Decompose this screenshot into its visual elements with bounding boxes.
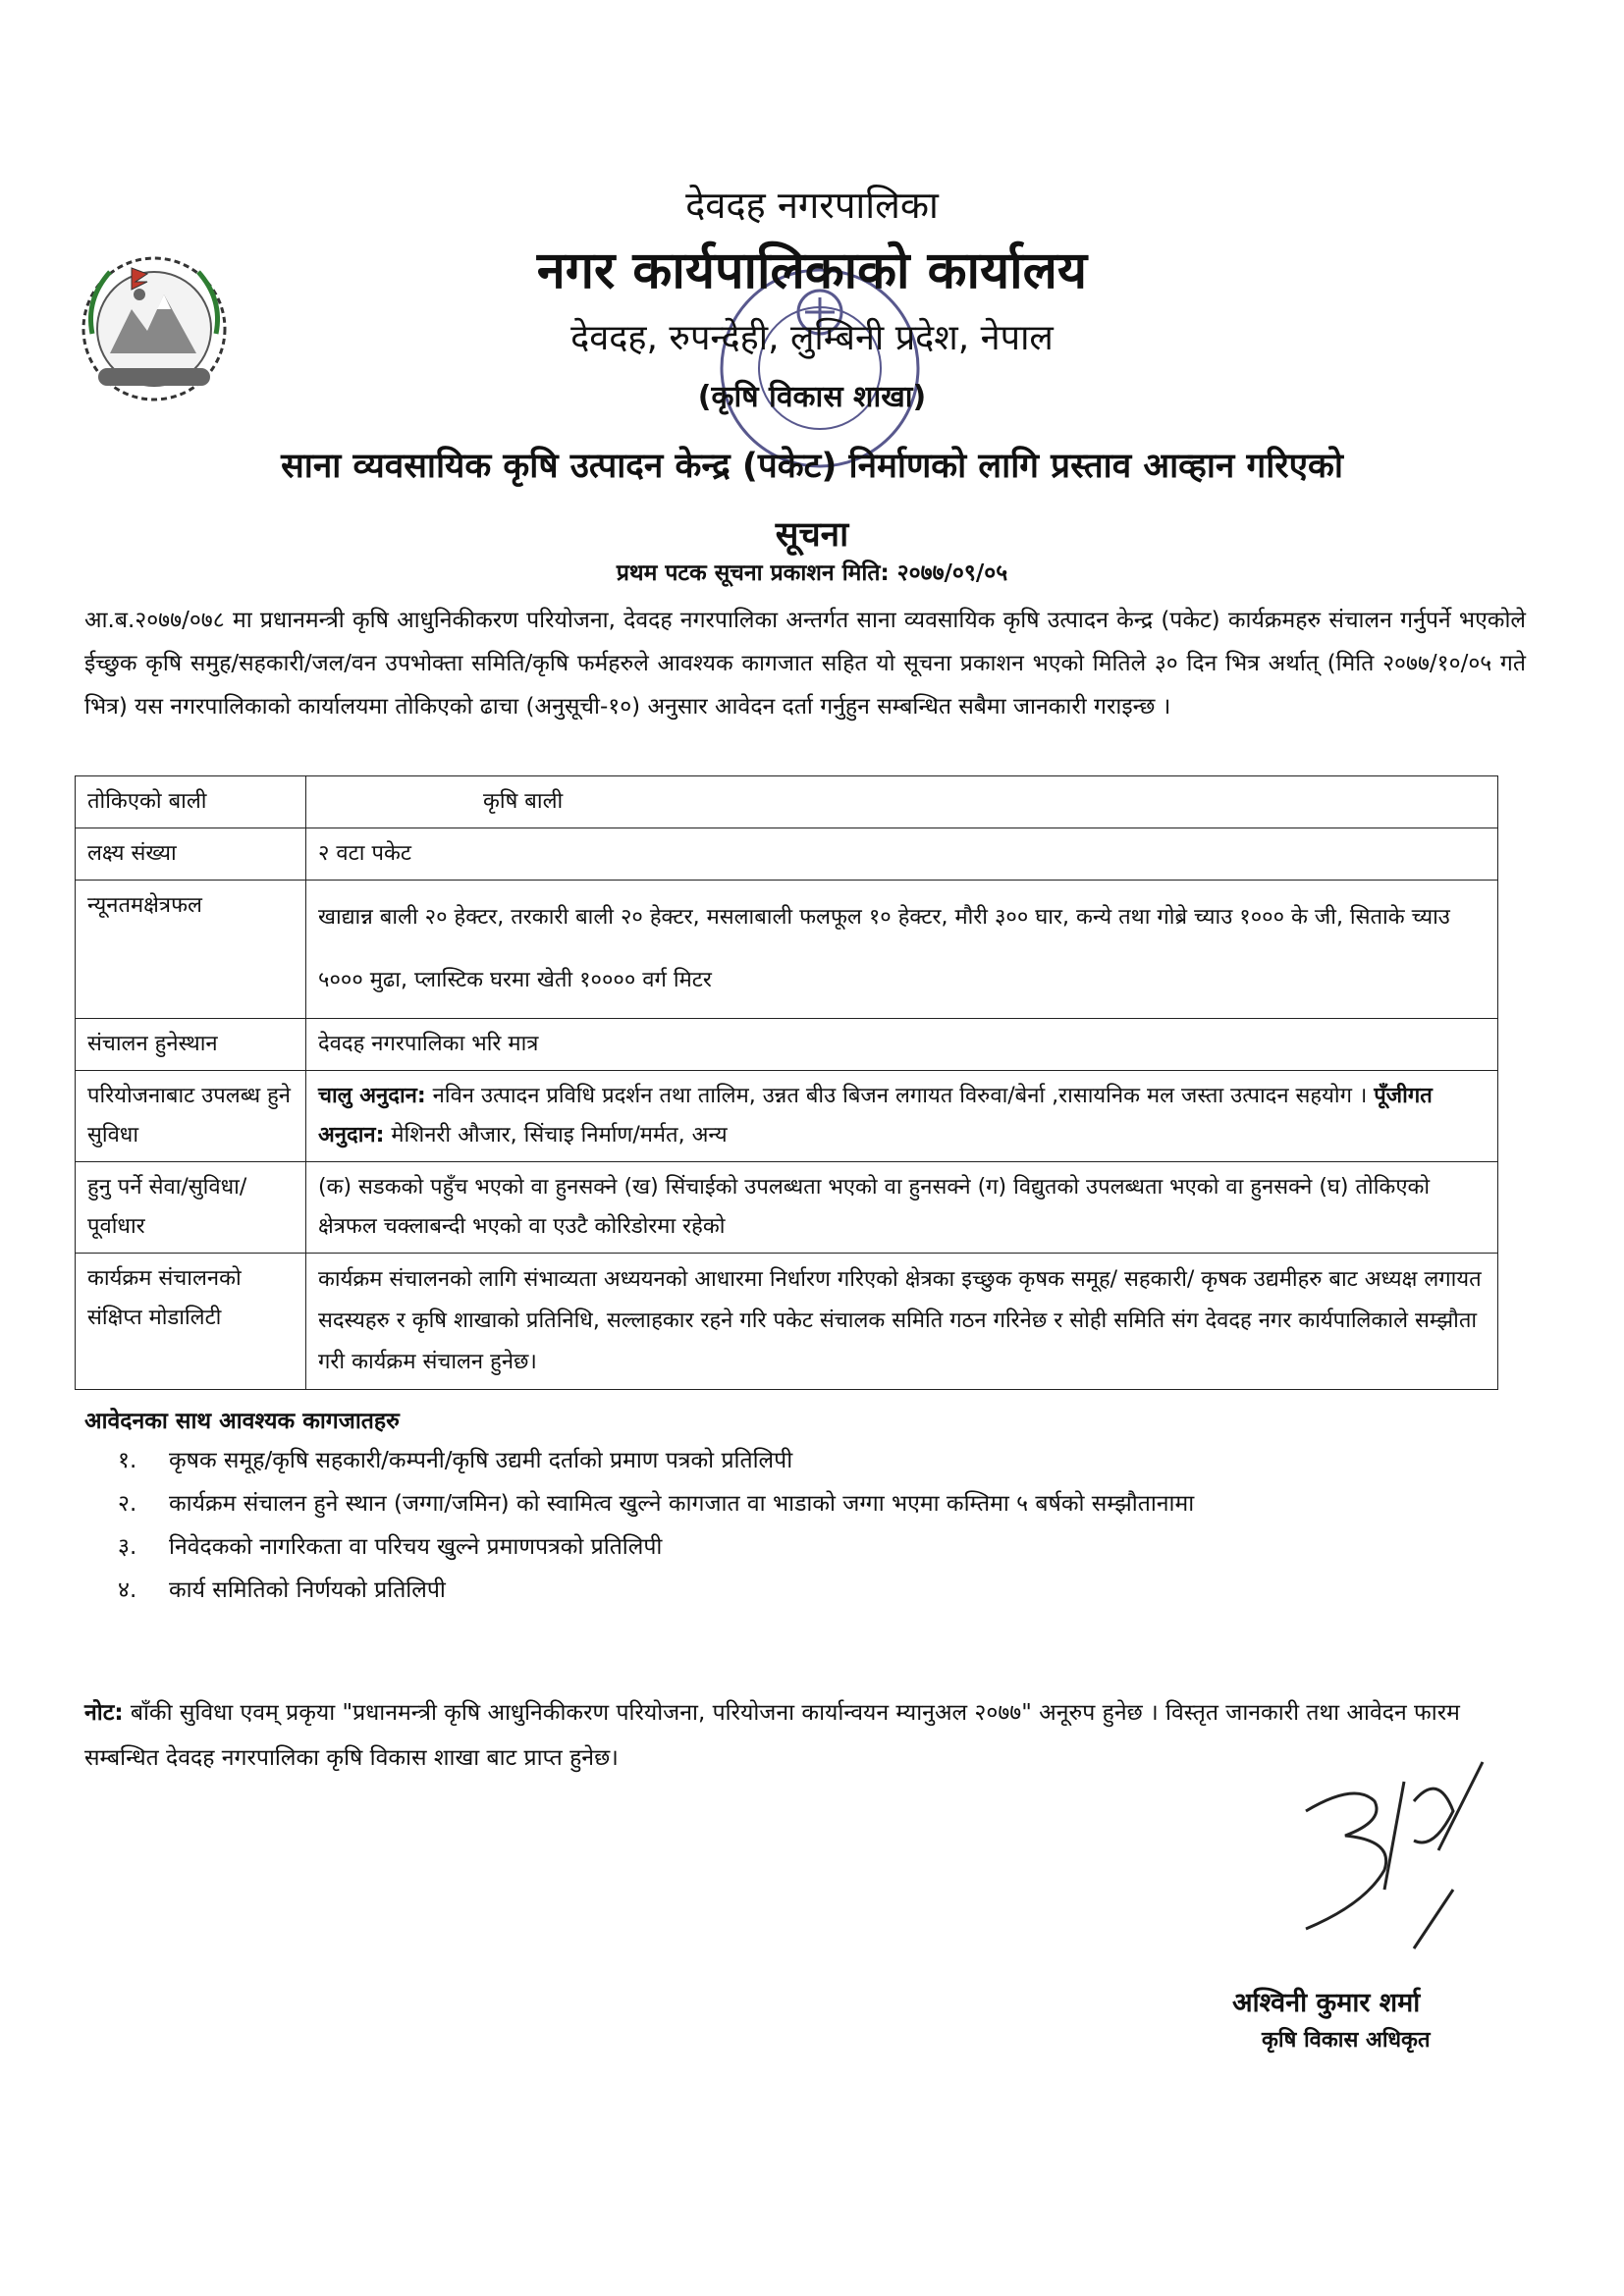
note-label: नोट: — [84, 1700, 124, 1726]
table-row — [76, 828, 1498, 881]
signer-title: कृषि विकास अधिकृत — [1262, 2028, 1431, 2053]
table-row — [76, 1019, 1498, 1071]
row-value — [306, 1071, 1498, 1162]
notice-title-line2: सूचना — [775, 515, 849, 555]
row-label: हुनु पर्ने सेवा/सुविधा/पूर्वाधार — [76, 1162, 306, 1254]
signer-name: अश्विनी कुमार शर्मा — [1232, 1988, 1421, 2018]
list-item-number: २. — [118, 1491, 137, 1517]
office-name: नगर कार्यपालिकाको कार्यालय — [536, 241, 1088, 300]
section-name: (कृषि विकास शाखा) — [697, 380, 927, 414]
required-documents-heading: आवेदनका साथ आवश्यक कागजातहरु — [84, 1409, 400, 1434]
note-text: बाँकी सुविधा एवम् प्रकृया "प्रधानमन्त्री कृषि आधुनिकीकरण परियोजना, परियोजना कार्यान्वयन म्यानुअल २०७७" अनूरुप हुनेछ । विस्तृत जानकारी तथा आवेदन फारम सम्बन्धित देवदह नगरपालिका कृषि विकास शाखा बाट प्राप्त हुनेछ। — [84, 1700, 1460, 1771]
list-item-text: कृषक समूह/कृषि सहकारी/कम्पनी/कृषि उद्यमी दर्ताको प्रमाण पत्रको प्रतिलिपी — [169, 1448, 793, 1473]
row-label: लक्ष्य संख्या — [76, 828, 306, 881]
list-item — [118, 1525, 1526, 1569]
row-value: कार्यक्रम संचालनको लागि संभाव्यता अध्ययनको आधारमा निर्धारण गरिएको क्षेत्रका इच्छुक कृषक समूह/ सहकारी/ कृषक उद्यमीहरु बाट अध्यक्ष लगायत सदस्यहरु र कृषि शाखाको प्रतिनिधि, सल्लाहकार रहने गरि पकेट संचालक समिति गठन गरिनेछ र सोही समिति संग देवदह नगर कार्यपालिकाले सम्झौता गरी कार्यक्रम संचालन हुनेछ। — [306, 1254, 1498, 1390]
row-label: न्यूनतमक्षेत्रफल — [76, 881, 306, 1019]
row-label: परियोजनाबाट उपलब्ध हुने सुविधा — [76, 1071, 306, 1162]
list-item — [118, 1439, 1526, 1482]
capital-grant-label: पूँजीगत अनुदान: — [318, 1084, 1433, 1148]
publication-date: प्रथम पटक सूचना प्रकाशन मिति: २०७७/०९/०५ — [616, 561, 1008, 586]
office-address: देवदह, रुपन्देही, लुम्बिनी प्रदेश, नेपाल — [570, 318, 1054, 358]
current-grant-text: नविन उत्पादन प्रविधि प्रदर्शन तथा तालिम, उन्नत बीउ बिजन लगायत विरुवा/बेर्ना ,रासायनिक मल जस्ता उत्पादन सहयोग । — [432, 1084, 1368, 1108]
notice-title — [128, 432, 1496, 569]
table-row — [76, 776, 1498, 828]
row-label: तोकिएको बाली — [76, 776, 306, 828]
notice-intro: आ.ब.२०७७/०७८ मा प्रधानमन्त्री कृषि आधुनिकीकरण परियोजना, देवदह नगरपालिका अन्तर्गत साना व्यवसायिक कृषि उत्पादन केन्द्र (पकेट) कार्यक्रमहरु संचालन गर्नुपर्ने भएकोले ईच्छुक कृषि समुह/सहकारी/जल/वन उपभोक्ता समिति/कृषि फर्महरुले आवश्यक कागजात सहित यो सूचना प्रकाशन भएको मितिले ३० दिन भित्र अर्थात् (मिति २०७७/१०/०५ गते भित्र) यस नगरपालिकाको कार्यालयमा तोकिएको ढाचा (अनुसूची-१०) अनुसार आवेदन दर्ता गर्नुहुन सम्बन्धित सबैमा जानकारी गराइन्छ । — [84, 608, 1526, 720]
list-item-text: कार्य समितिको निर्णयको प्रतिलिपी — [169, 1577, 446, 1603]
list-item-text: कार्यक्रम संचालन हुने स्थान (जग्गा/जमिन) को स्वामित्व खुल्ने कागजात वा भाडाको जग्गा भएमा कम्तिमा ५ बर्षको सम्झौतानामा — [169, 1491, 1195, 1517]
list-item-number: ३. — [118, 1534, 137, 1560]
row-value: (क) सडकको पहुँच भएको वा हुनसक्ने (ख) सिंचाईको उपलब्धता भएको वा हुनसक्ने (ग) विद्युतको उपलब्धता भएको वा हुनसक्ने (घ) तोकिएको क्षेत्रफल चक्लाबन्दी भएको वा एउटै कोरिडोरमा रहेको — [306, 1162, 1498, 1254]
row-value: देवदह नगरपालिका भरि मात्र — [306, 1019, 1498, 1071]
row-value: खाद्यान्न बाली २० हेक्टर, तरकारी बाली २० हेक्टर, मसलाबाली फलफूल १० हेक्टर, मौरी ३०० घार, कन्ये तथा गोब्रे च्याउ १००० के जी, सिताके च्याउ ५००० मुढा, प्लास्टिक घरमा खेती १०००० वर्ग मिटर — [306, 881, 1498, 1019]
capital-grant-text: मेशिनरी औजार, सिंचाइ निर्माण/मर्मत, अन्य — [391, 1123, 728, 1148]
row-value: कृषि बाली — [306, 776, 1498, 828]
required-documents-list — [118, 1439, 1526, 1612]
municipality-name: देवदह नगरपालिका — [685, 184, 939, 227]
row-value: २ वटा पकेट — [306, 828, 1498, 881]
program-details-table — [75, 775, 1498, 1390]
row-label: संचालन हुनेस्थान — [76, 1019, 306, 1071]
list-item-number: ४. — [118, 1577, 137, 1603]
table-row — [76, 881, 1498, 1019]
table-row — [76, 1162, 1498, 1254]
list-item — [118, 1569, 1526, 1612]
row-label: कार्यक्रम संचालनको संक्षिप्त मोडालिटी — [76, 1254, 306, 1390]
table-row — [76, 1071, 1498, 1162]
list-item-text: निवेदकको नागरिकता वा परिचय खुल्ने प्रमाणपत्रको प्रतिलिपी — [169, 1534, 663, 1560]
table-row — [76, 1254, 1498, 1390]
list-item — [118, 1482, 1526, 1525]
current-grant-label: चालु अनुदान: — [318, 1084, 426, 1108]
list-item-number: १. — [118, 1448, 137, 1473]
handwritten-signature-icon — [1267, 1742, 1512, 1958]
notice-title-line1: साना व्यवसायिक कृषि उत्पादन केन्द्र (पकेट) निर्माणको लागि प्रस्ताव आव्हान गरिएको — [281, 447, 1343, 486]
